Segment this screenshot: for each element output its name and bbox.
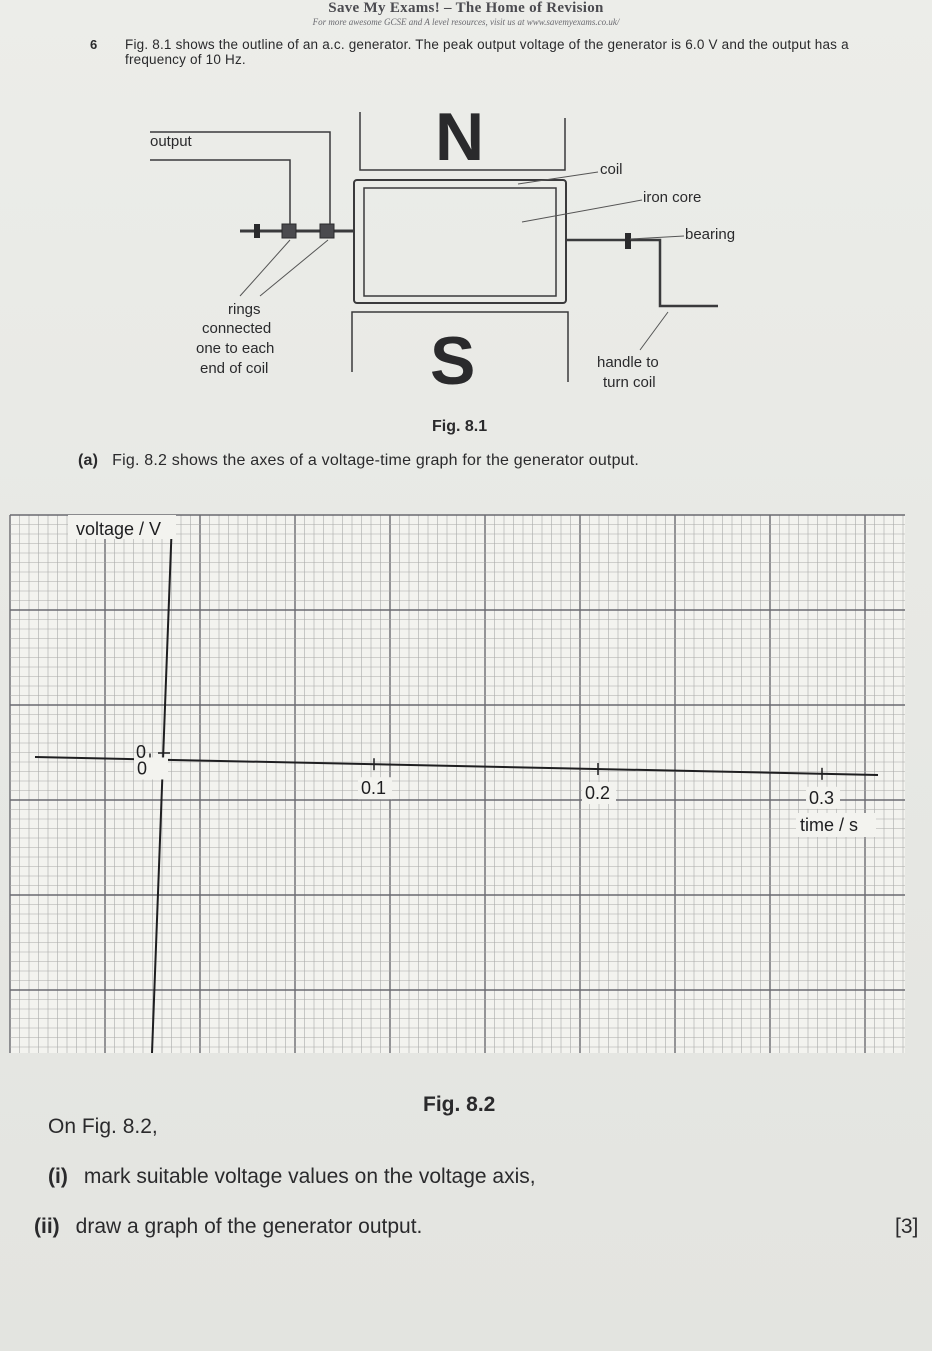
part-a-text: Fig. 8.2 shows the axes of a voltage-time graph for the generator output. xyxy=(112,452,640,469)
voltage-time-graph[interactable] xyxy=(0,495,932,1065)
handle xyxy=(566,240,718,306)
rings-label-1: rings xyxy=(228,301,261,318)
x-tick-label: 0 xyxy=(137,758,148,779)
bearing-label: bearing xyxy=(685,226,736,243)
instruction-intro: On Fig. 8.2, xyxy=(48,1115,158,1138)
part-a-label: (a) xyxy=(78,452,99,469)
iron-core-leader xyxy=(522,200,642,222)
header-subtitle: For more awesome GCSE and A level resources, visit us at www.savemyexams.co.uk/ xyxy=(312,17,620,27)
coil xyxy=(354,180,566,303)
header-title: Save My Exams! – The Home of Revision xyxy=(328,0,604,16)
north-label: N xyxy=(435,100,485,175)
y-tick-label: 0 xyxy=(136,742,147,762)
iron-core xyxy=(364,188,556,296)
time-axis-label: time / s xyxy=(800,815,859,835)
question-number: 6 xyxy=(90,37,98,52)
left-bearing xyxy=(254,224,260,238)
rings-label-2: connected xyxy=(202,320,272,337)
output-label: output xyxy=(150,133,192,150)
instruction-i xyxy=(48,1165,536,1189)
x-tick-label: 0.3 xyxy=(809,787,835,808)
generator-diagram xyxy=(130,100,770,400)
instruction-i-label: (i) xyxy=(48,1165,68,1188)
x-tick-label: 0.2 xyxy=(585,783,611,804)
handle-label-1: handle to xyxy=(597,354,659,371)
iron-core-label: iron core xyxy=(643,189,702,206)
ring-1 xyxy=(282,224,296,238)
marks-label: [3] xyxy=(895,1215,919,1238)
instruction-ii-text: draw a graph of the generator output. xyxy=(75,1215,423,1238)
x-tick-label: 0.1 xyxy=(361,778,387,799)
handle-label-2: turn coil xyxy=(603,374,656,391)
graph-paper xyxy=(10,515,905,1053)
instruction-ii xyxy=(34,1215,422,1239)
south-label: S xyxy=(430,323,476,399)
rings-leader-2 xyxy=(260,240,328,296)
coil-label: coil xyxy=(600,161,623,178)
figure-2-caption: Fig. 8.2 xyxy=(423,1093,496,1116)
right-bearing xyxy=(625,233,631,249)
rings-leader-1 xyxy=(240,240,290,296)
bearing-leader xyxy=(630,236,684,239)
ring-2 xyxy=(320,224,334,238)
coil-leader xyxy=(518,172,598,184)
instruction-ii-label: (ii) xyxy=(34,1215,60,1238)
instruction-i-text: mark suitable voltage values on the voltage axis, xyxy=(83,1165,536,1188)
rings-label-4: end of coil xyxy=(200,360,269,377)
voltage-axis-label: voltage / V xyxy=(76,519,162,539)
rings-label-3: one to each xyxy=(196,340,275,357)
part-a xyxy=(78,452,639,470)
handle-leader xyxy=(640,312,668,350)
figure-1-caption: Fig. 8.1 xyxy=(432,418,488,435)
question-text: Fig. 8.1 shows the outline of an a.c. generator. The peak output voltage of the generator is 6.0 V and the output has a frequency of 10 Hz. xyxy=(125,37,849,67)
output-wire-2 xyxy=(150,160,290,224)
graph-grid xyxy=(10,515,905,1053)
